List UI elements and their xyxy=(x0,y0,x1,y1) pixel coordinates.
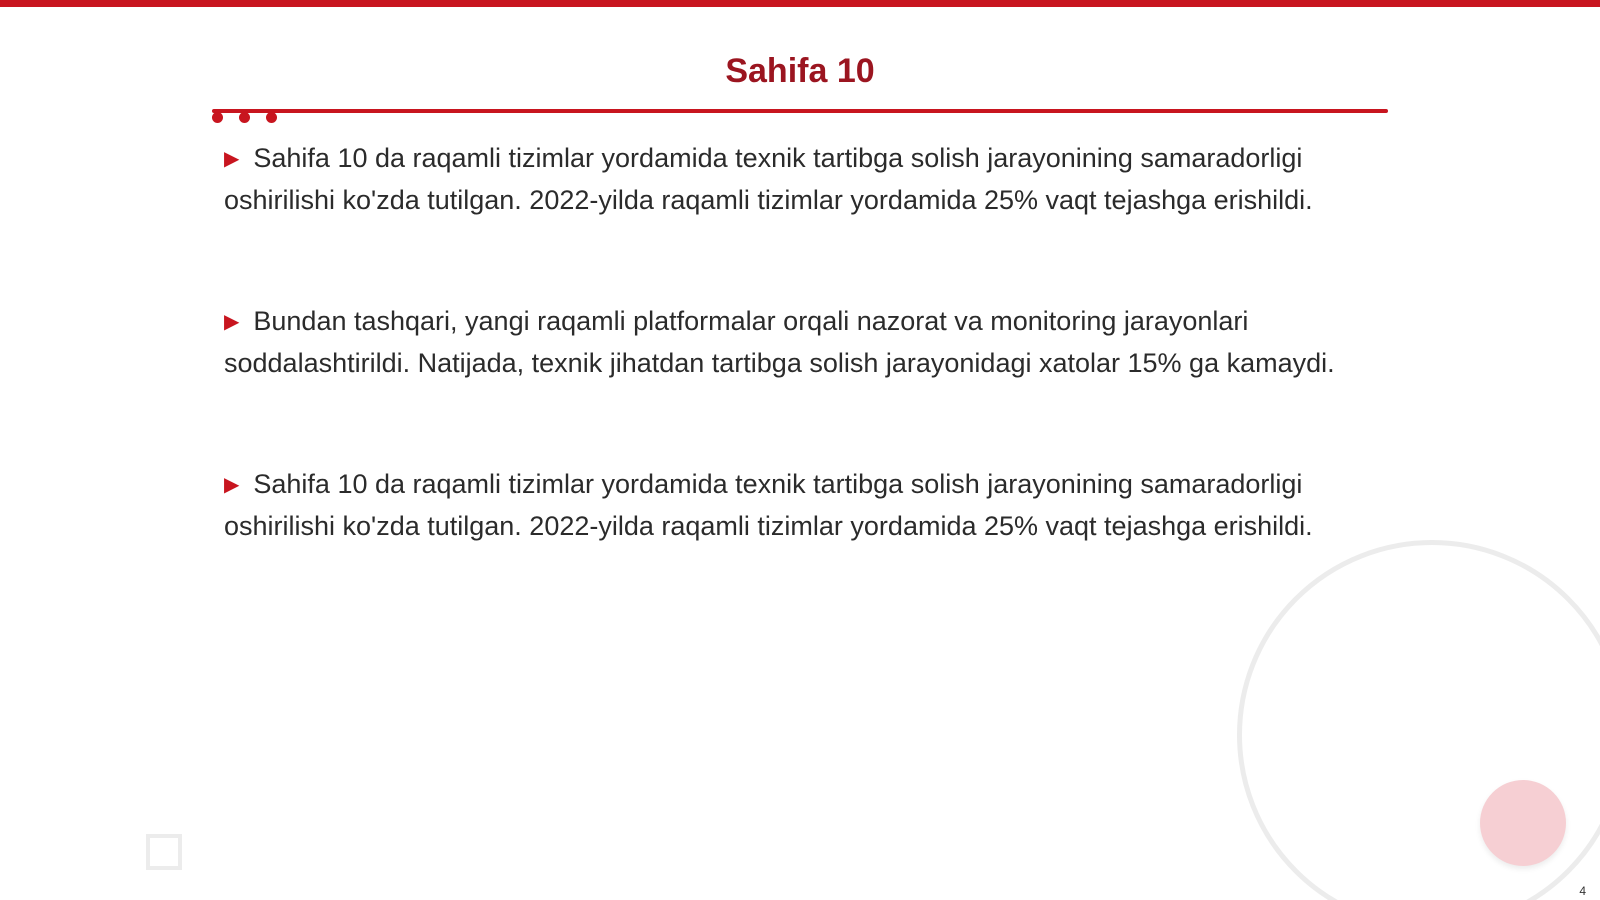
bullet-item xyxy=(224,301,1364,383)
title-underline-dots xyxy=(212,112,277,124)
bullet-item xyxy=(224,138,1364,220)
decorative-dot xyxy=(266,112,277,123)
bullet-item xyxy=(224,464,1364,546)
triangle-bullet-icon: ▶ xyxy=(224,311,240,333)
bullet-text: Sahifa 10 da raqamli tizimlar yordamida texnik tartibga solish jarayonining samaradorligi oshirilishi ko'zda tutilgan. 2022-yilda raqamli tizimlar yordamida 25% vaqt tejashga erishildi. xyxy=(224,143,1313,215)
slide-title: Sahifa 10 xyxy=(725,52,875,90)
decorative-square xyxy=(146,834,182,870)
triangle-bullet-icon: ▶ xyxy=(224,474,240,496)
bullet-text: Bundan tashqari, yangi raqamli platformalar orqali nazorat va monitoring jarayonlari soddalashtirildi. Natijada, texnik jihatdan tartibga solish jarayonidagi xatolar 15% ga kamaydi. xyxy=(224,306,1335,378)
page-number: 4 xyxy=(1579,884,1586,898)
top-accent-bar xyxy=(0,0,1600,7)
decorative-pink-circle xyxy=(1480,780,1566,866)
title-underline xyxy=(212,109,1388,113)
triangle-bullet-icon: ▶ xyxy=(224,148,240,170)
bullet-text: Sahifa 10 da raqamli tizimlar yordamida texnik tartibga solish jarayonining samaradorligi oshirilishi ko'zda tutilgan. 2022-yilda raqamli tizimlar yordamida 25% vaqt tejashga erishildi. xyxy=(224,469,1313,541)
decorative-dot xyxy=(212,112,223,123)
decorative-dot xyxy=(239,112,250,123)
bullet-list xyxy=(224,138,1364,627)
